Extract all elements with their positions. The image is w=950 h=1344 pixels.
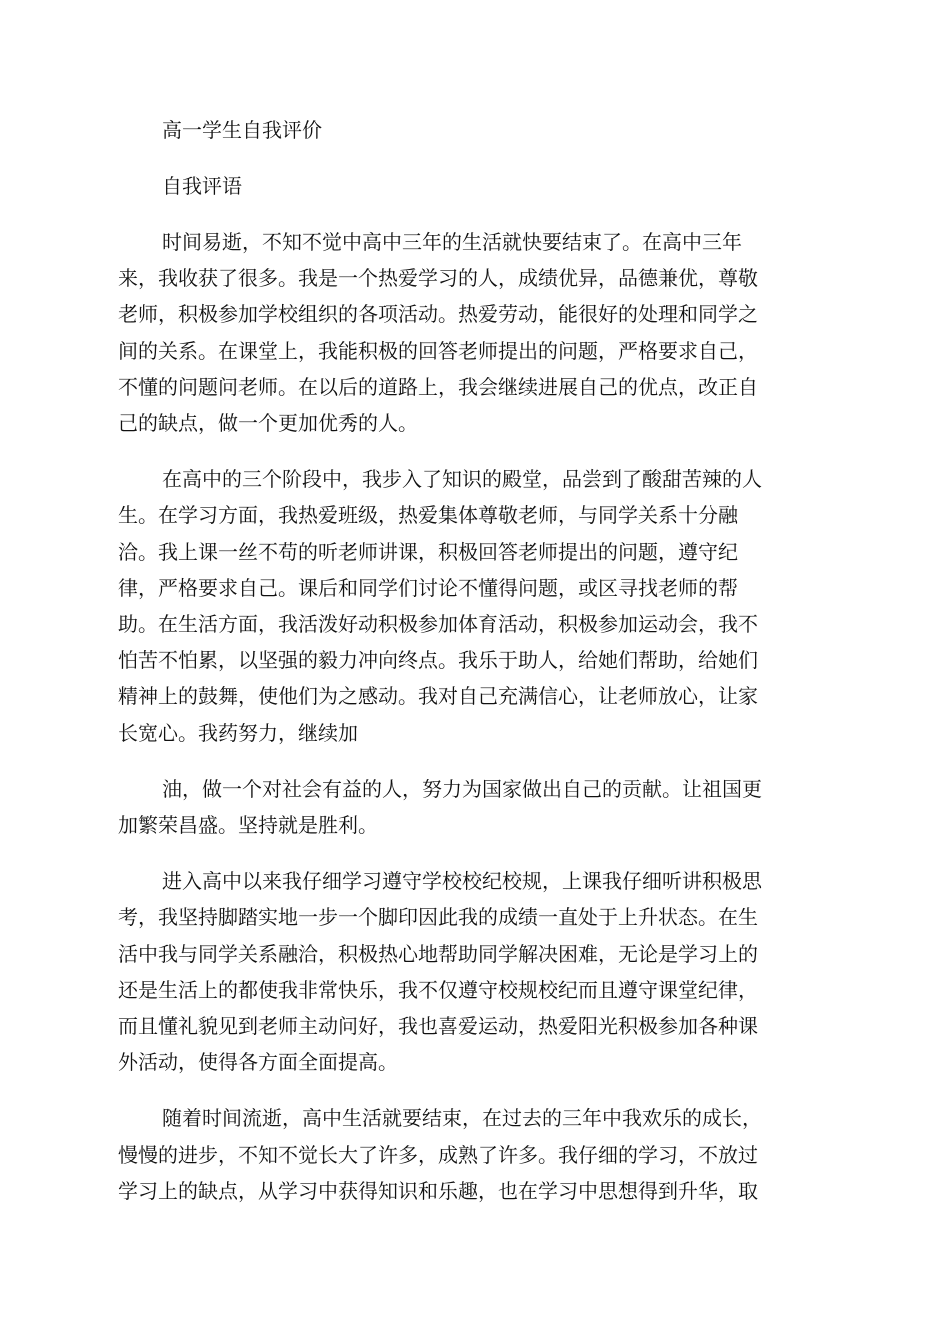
paragraph-line: 学习上的缺点，从学习中获得知识和乐趣，也在学习中思想得到升华，取 xyxy=(118,1178,758,1203)
paragraph-line: 助。在生活方面，我活泼好动积极参加体育活动，积极参加运动会，我不 xyxy=(118,612,758,637)
paragraph-line: 生。在学习方面，我热爱班级，热爱集体尊敬老师，与同学关系十分融 xyxy=(118,503,738,528)
paragraph xyxy=(118,863,834,1080)
paragraph-line: 外活动，使得各方面全面提高。 xyxy=(118,1050,398,1075)
paragraph-line: 来，我收获了很多。我是一个热爱学习的人，成绩优异，品德兼优，尊敬 xyxy=(118,266,758,291)
paragraph-line: 不懂的问题问老师。在以后的道路上，我会继续进展自己的优点，改正自 xyxy=(118,374,758,399)
paragraph-line: 加繁荣昌盛。坚持就是胜利。 xyxy=(118,813,378,838)
paragraph-line: 洽。我上课一丝不苟的听老师讲课，积极回答老师提出的问题，遵守纪 xyxy=(118,539,738,564)
paragraph xyxy=(118,224,834,441)
document-subtitle: 自我评语 xyxy=(162,174,242,198)
paragraph-line: 进入高中以来我仔细学习遵守学校校纪校规，上课我仔细听讲积极思 xyxy=(162,869,762,894)
document-title: 高一学生自我评价 xyxy=(162,118,322,142)
paragraph-line: 时间易逝，不知不觉中高中三年的生活就快要结束了。在高中三年 xyxy=(162,230,742,254)
paragraph-line: 老师，积极参加学校组织的各项活动。热爱劳动，能很好的处理和同学之 xyxy=(118,302,758,327)
paragraph xyxy=(118,771,834,843)
paragraph-line: 慢慢的进步，不知不觉长大了许多，成熟了许多。我仔细的学习，不放过 xyxy=(118,1142,758,1167)
paragraph-line: 律，严格要求自己。课后和同学们讨论不懂得问题，或区寻找老师的帮 xyxy=(118,575,738,600)
paragraph-line: 长宽心。我药努力，继续加 xyxy=(118,720,358,745)
paragraph-line: 己的缺点，做一个更加优秀的人。 xyxy=(118,411,418,436)
paragraph-list xyxy=(118,224,834,1209)
paragraph-line: 怕苦不怕累，以坚强的毅力冲向终点。我乐于助人，给她们帮助，给她们 xyxy=(118,648,758,673)
document-body xyxy=(118,112,834,1229)
paragraph xyxy=(118,461,834,751)
paragraph-line: 在高中的三个阶段中，我步入了知识的殿堂，品尝到了酸甜苦辣的人 xyxy=(162,467,762,492)
paragraph-line: 精神上的鼓舞，使他们为之感动。我对自己充满信心，让老师放心，让家 xyxy=(118,684,758,709)
paragraph-line: 活中我与同学关系融洽，积极热心地帮助同学解决困难，无论是学习上的 xyxy=(118,941,758,966)
paragraph-line: 考，我坚持脚踏实地一步一个脚印因此我的成绩一直处于上升状态。在生 xyxy=(118,905,758,930)
paragraph-line: 间的关系。在课堂上，我能积极的回答老师提出的问题，严格要求自己， xyxy=(118,338,758,363)
paragraph xyxy=(118,1100,834,1209)
paragraph-line: 油，做一个对社会有益的人，努力为国家做出自己的贡献。让祖国更 xyxy=(162,776,762,801)
paragraph-line: 而且懂礼貌见到老师主动问好，我也喜爱运动，热爱阳光积极参加各种课 xyxy=(118,1014,758,1039)
paragraph-line: 随着时间流逝，高中生活就要结束，在过去的三年中我欢乐的成长， xyxy=(162,1106,762,1131)
paragraph-line: 还是生活上的都使我非常快乐，我不仅遵守校规校纪而且遵守课堂纪律， xyxy=(118,977,758,1002)
